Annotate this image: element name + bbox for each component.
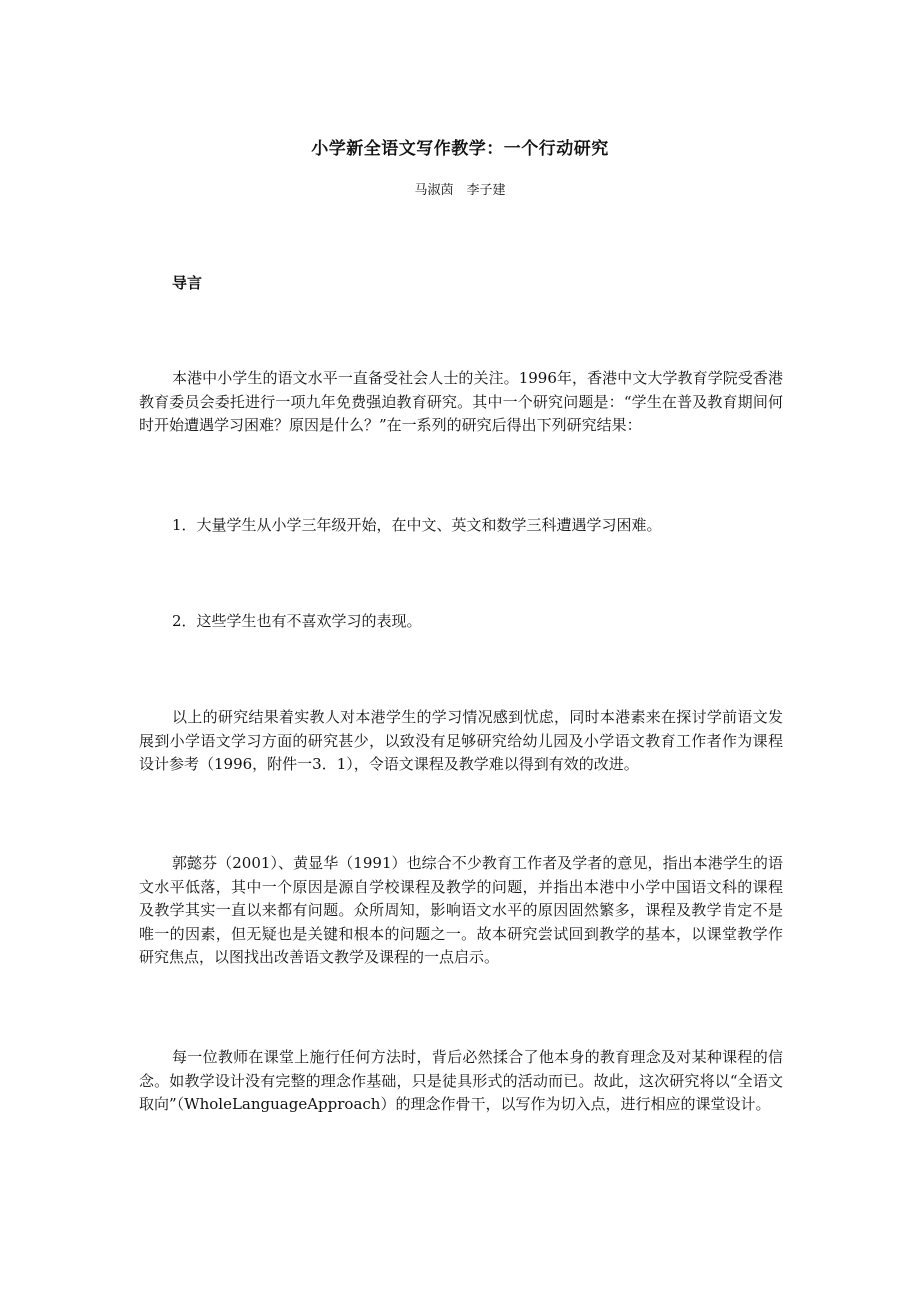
document-authors: 马淑茵 李子建 [414,183,506,198]
finding-item-2: 2．这些学生也有不喜欢学习的表现。 [172,612,422,630]
document-title: 小学新全语文写作教学：一个行动研究 [311,139,609,159]
paragraph-concern: 以上的研究结果着实教人对本港学生的学习情况感到忧虑，同时本港素来在探讨学前语文发展到小学语文学习方面的研究甚少，以致没有足够研究给幼儿园及小学语文教育工作者作为课程设计参考（1996，附件一3．1），令语文课程及教学难以得到有效的改进。 [139,708,783,773]
section-heading: 导言 [172,274,203,292]
paragraph-intro: 本港中小学生的语文水平一直备受社会人士的关注。1996年，香港中文大学教育学院受香港教育委员会委托进行一项九年免费强迫教育研究。其中一个研究问题是：“学生在普及教育期间何时开始遭遇学习困难？原因是什么？”在一系列的研究后得出下列研究结果： [139,369,783,434]
paragraph-causes: 郭懿芬（2001）、黄显华（1991）也综合不少教育工作者及学者的意见，指出本港学生的语文水平低落，其中一个原因是源自学校课程及教学的问题，并指出本港中小学中国语文科的课程及教学其实一直以来都有问题。众所周知，影响语文水平的原因固然繁多，课程及教学肯定不是唯一的因素，但无疑也是关键和根本的问题之一。故本研究尝试回到教学的基本，以课堂教学作研究焦点，以图找出改善语文教学及课程的一点启示。 [139,854,783,966]
finding-item-1: 1．大量学生从小学三年级开始，在中文、英文和数学三科遭遇学习困难。 [172,516,662,534]
paragraph-approach: 每一位教师在课堂上施行任何方法时，背后必然揉合了他本身的教育理念及对某种课程的信念。如教学设计没有完整的理念作基础，只是徒具形式的活动而已。故此，这次研究将以“全语文取向”（WholeLanguageApproach）的理念作骨干，以写作为切入点，进行相应的课堂设计。 [139,1048,783,1113]
